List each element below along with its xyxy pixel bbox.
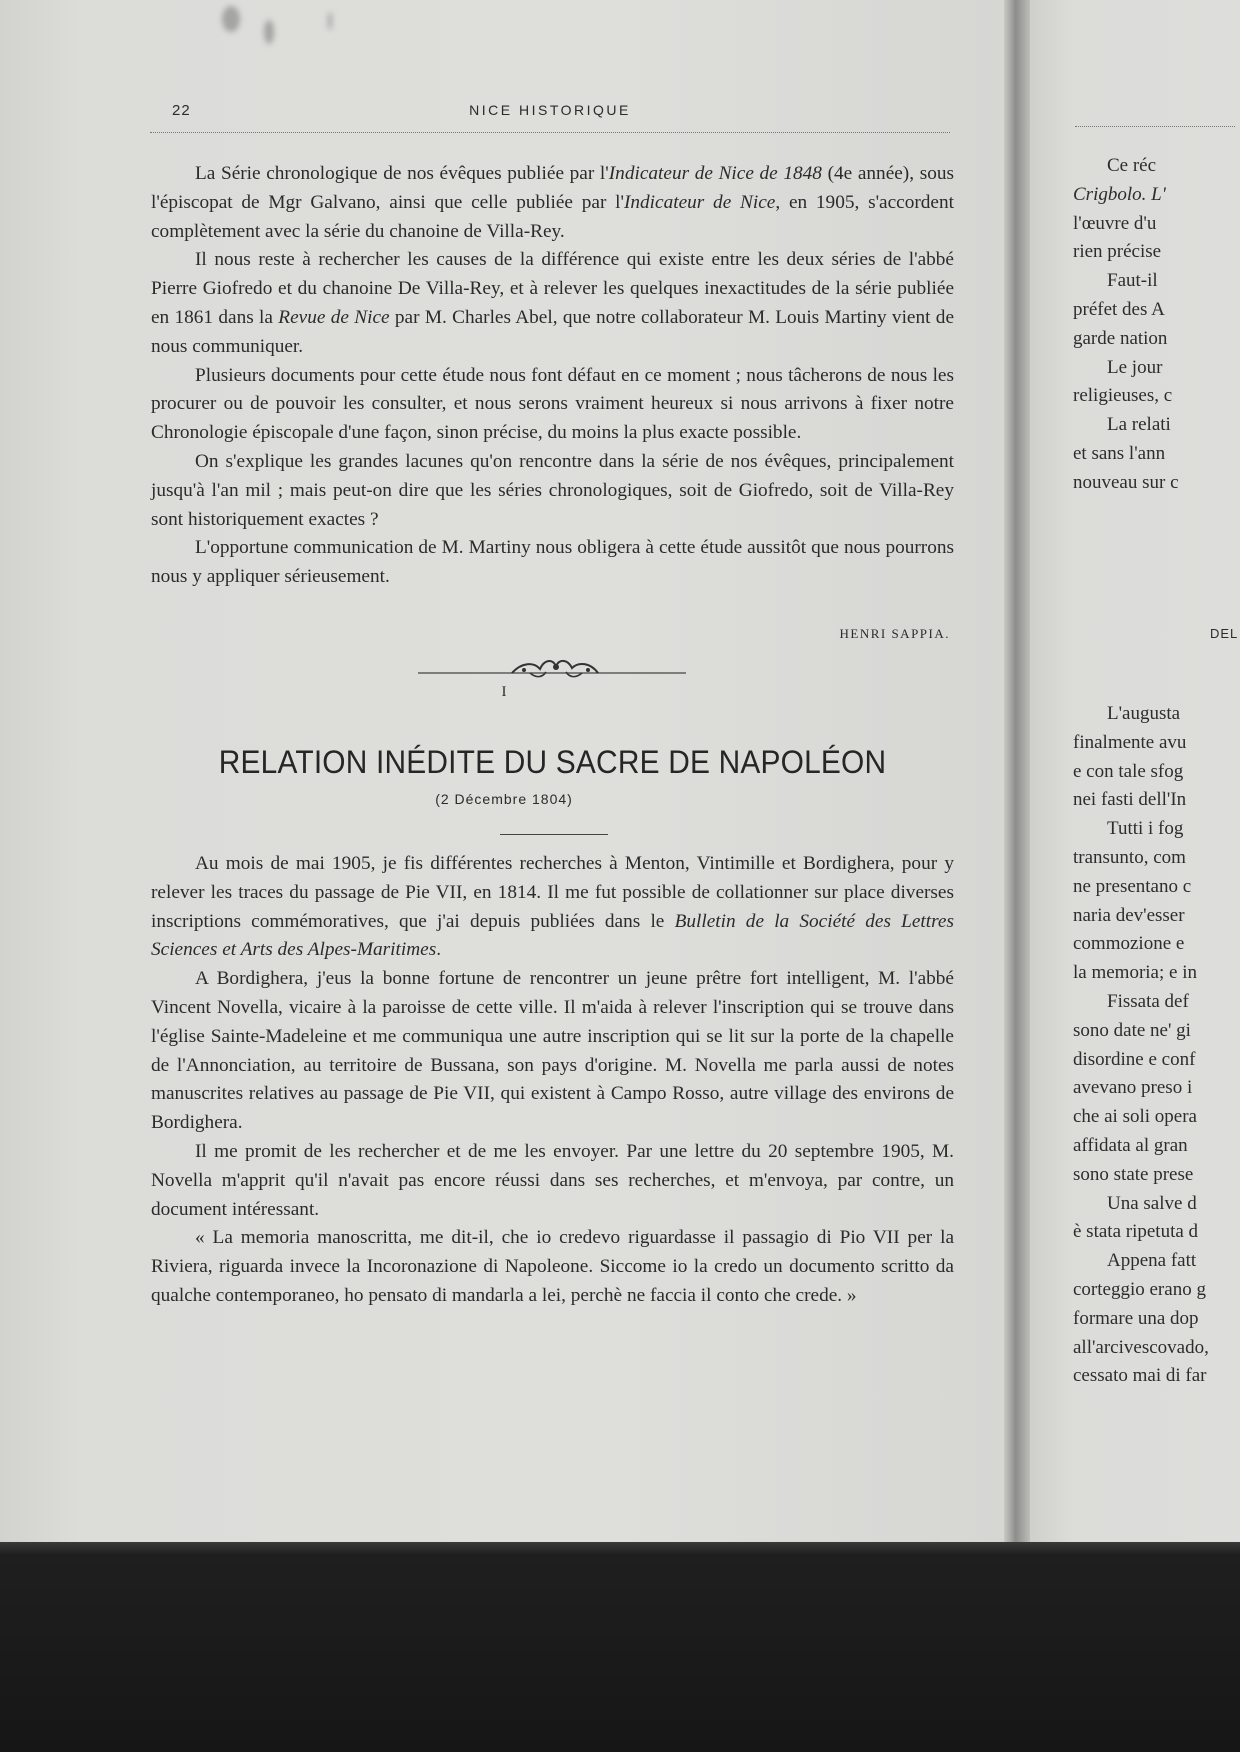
- facing-page-heading: DEL: [1210, 626, 1239, 641]
- text-run: Au mois de mai 1905, je fis différentes recherches à Menton, Vintimille et Bordighera, pour y relever les traces du passage de Pie VII, en 1814. Il me fut possible de collationner sur place diverses inscriptions commémoratives, que j'ai depuis publiées dans le: [151, 853, 954, 932]
- facing-page-line: garde nation: [1073, 327, 1168, 349]
- facing-page-line: cessato mai di far: [1073, 1365, 1207, 1387]
- facing-page-line: L'augusta: [1107, 703, 1181, 724]
- scan-background: [0, 1542, 1240, 1752]
- article-title: RELATION INÉDITE DU SACRE DE NAPOLÉON: [218, 744, 887, 780]
- title-rule: [500, 834, 608, 835]
- text-run: .: [436, 939, 442, 961]
- facing-page-line: sono date ne' gi: [1073, 1019, 1191, 1041]
- paragraph: [151, 850, 954, 965]
- paragraph: [151, 965, 954, 1138]
- text-run: Plusieurs documents pour cette étude nous font défaut en ce moment ; nous tâcherons de nous les procurer ou de pouvoir les consulter, et nous serons vraiment heureux si nous arrivons à fixer notre Chronologie épiscopale d'une façon, sinon précise, du moins la plus exacte possible.: [151, 364, 954, 444]
- section-number: I: [501, 684, 507, 700]
- ornament-divider: [418, 656, 686, 682]
- paragraph: [151, 362, 954, 448]
- facing-page-line: Crigbolo. L': [1073, 183, 1166, 205]
- ink-smudge: [222, 6, 240, 32]
- ink-smudge: [264, 20, 274, 44]
- facing-page-line: affidata al gran: [1073, 1134, 1188, 1156]
- text-run: , en 1905, s'accordent complètement avec la série du chanoine de Villa-Rey.: [151, 191, 954, 242]
- text-run: L'opportune communication de M. Martiny nous obligera à cette étude aussitôt que nous pourrons nous y appliquer sérieusement.: [151, 537, 954, 588]
- book-gutter: [1004, 0, 1030, 1548]
- facing-page-text-bottom: [1073, 700, 1240, 1391]
- facing-page-line: transunto, com: [1073, 846, 1186, 868]
- facing-page-line: religieuses, c: [1073, 385, 1173, 407]
- facing-page-line: naria dev'esser: [1073, 904, 1185, 926]
- facing-page-line: nouveau sur c: [1073, 471, 1179, 493]
- facing-page-line: Ce réc: [1107, 155, 1157, 176]
- text-run: La Série chronologique de nos évêques publiée par l': [195, 163, 609, 184]
- facing-page-line: la memoria; e in: [1073, 962, 1197, 984]
- text-run: (4e année), sous l'épiscopat de Mgr Galvano, ainsi que celle publiée par l': [151, 163, 954, 213]
- facing-page-line: rien précise: [1073, 241, 1162, 263]
- facing-page-line: nei fasti dell'In: [1073, 789, 1187, 811]
- facing-page-line: et sans l'ann: [1073, 442, 1166, 464]
- facing-page-line: commozione e: [1073, 933, 1185, 955]
- article-date: (2 Décembre 1804): [435, 791, 573, 807]
- header-rule: [150, 132, 950, 133]
- text-run: On s'explique les grandes lacunes qu'on rencontre dans la série de nos évêques, principalement jusqu'à l'an mil ; mais peut-on dire que les séries chronologiques, soit de Giofredo, soit de Villa-Rey sont historiquement exactes ?: [151, 450, 954, 530]
- facing-page-line: Fissata def: [1107, 990, 1189, 1012]
- italic-run: Indicateur de Nice de 1848: [608, 163, 822, 184]
- facing-page-rule: [1075, 126, 1235, 127]
- facing-page-line: corteggio erano g: [1073, 1278, 1206, 1300]
- facing-page-line: préfet des A: [1073, 298, 1165, 320]
- italic-run: Indicateur de Nice: [623, 191, 776, 213]
- text-run: Il nous reste à rechercher les causes de la différence qui existe entre les deux séries de l'abbé Pierre Giofredo et du chanoine De Villa-Rey, et à relever les quelques inexactitudes de la série publiée en 1861 dans la: [151, 249, 954, 328]
- facing-page-line: avevano preso i: [1073, 1077, 1193, 1099]
- facing-page-line: La relati: [1107, 414, 1171, 436]
- facing-page-line: l'œuvre d'u: [1073, 212, 1157, 234]
- text-run: par M. Charles Abel, que notre collaborateur M. Louis Martiny vient de nous communiquer.: [151, 306, 954, 357]
- paragraph: [151, 1138, 954, 1224]
- paragraph: [151, 534, 954, 592]
- paragraph: [151, 246, 954, 361]
- intro-text: [151, 160, 954, 592]
- paragraph: [151, 1224, 954, 1310]
- facing-page-line: disordine e conf: [1073, 1048, 1196, 1070]
- facing-page-line: è stata ripetuta d: [1073, 1221, 1199, 1243]
- running-head: [150, 102, 950, 126]
- author-signature: HENRI SAPPIA.: [839, 626, 950, 641]
- journal-title: NICE HISTORIQUE: [469, 102, 631, 118]
- facing-page-line: finalmente avu: [1073, 731, 1187, 753]
- text-run: Il me promit de les rechercher et de me les envoyer. Par une lettre du 20 septembre 1905, M. Novella m'apprit qu'il n'avait pas encore réussi dans ses recherches, et m'envoya, par contre, un document intéressant.: [151, 1140, 954, 1220]
- italic-run: Revue de Nice: [278, 306, 390, 328]
- facing-page-text-top: [1073, 152, 1240, 498]
- paragraph: [151, 160, 954, 246]
- text-run: A Bordighera, j'eus la bonne fortune de rencontrer un jeune prêtre fort intelligent, M. l'abbé Vincent Novella, vicaire à la paroisse de cette ville. Il m'aida à relever l'inscription qui se trouve dans l'église Sainte-Madeleine et me communiqua une autre inscription qui se lit sur la porte de la chapelle de l'Annonciation, au territoire de Bussana, son pays d'origine. M. Novella me parla aussi de notes manuscrites relatives au passage de Pie VII, qui existent à Campo Rosso, autre village des environs de Bordighera.: [151, 968, 954, 1134]
- facing-page-line: sono state prese: [1073, 1163, 1194, 1185]
- facing-page-line: Una salve d: [1107, 1192, 1197, 1214]
- facing-page-line: e con tale sfog: [1073, 760, 1184, 782]
- facing-page-line: all'arcivescovado,: [1073, 1336, 1209, 1358]
- article-text: [151, 850, 954, 1311]
- facing-page-line: Le jour: [1107, 356, 1163, 378]
- ink-smudge: [328, 12, 332, 30]
- facing-page-line: Appena fatt: [1107, 1250, 1197, 1272]
- text-run: « La memoria manoscritta, me dit-il, che io credevo riguardasse il passagio di Pio VII per la Riviera, riguarda invece la Incoronazione di Napoleone. Siccome io la credo un documento scritto da qualche contemporaneo, ho pensato di mandarla a lei, perchè ne faccia il conto che crede. »: [151, 1227, 954, 1306]
- facing-page-line: Faut-il: [1107, 270, 1158, 292]
- italic-run: Bulletin de la Société des Lettres Sciences et Arts des Alpes-Maritimes: [151, 910, 954, 961]
- facing-page-line: formare una dop: [1073, 1307, 1199, 1329]
- facing-page-line: Tutti i fog: [1107, 818, 1184, 840]
- facing-page-line: che ai soli opera: [1073, 1106, 1197, 1128]
- page-number: 22: [172, 102, 191, 119]
- facing-page-line: ne presentano c: [1073, 875, 1192, 897]
- paragraph: [151, 448, 954, 534]
